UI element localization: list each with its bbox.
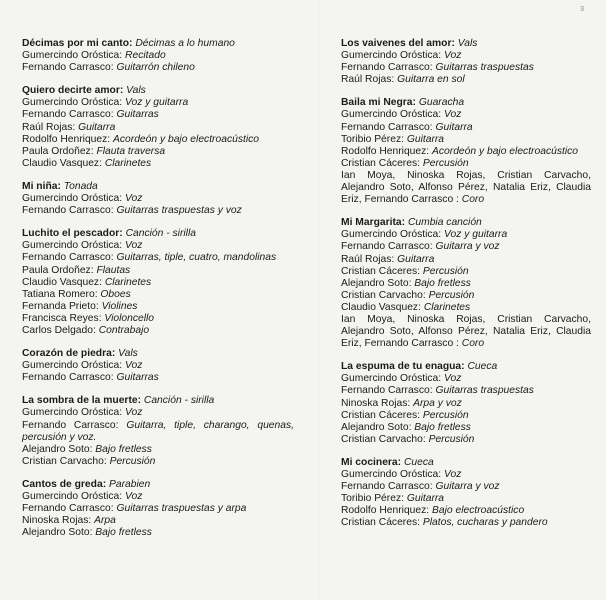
musician-name: Gumercindo Oróstica: [341, 373, 439, 385]
chorus-line: Ian Moya, Ninoska Rojas, Cristian Carvacho, Alejandro Soto, Alfonso Pérez, Natalia Eriz, Claudia Eriz, Fernando Carrasco : Coro: [341, 313, 591, 350]
song-title: La espuma de tu enagua: [341, 361, 462, 373]
musician-role: Guitarra: [435, 121, 473, 133]
musician-role: Guitarra: [78, 121, 116, 133]
musician-role: Guitarras traspuestas: [435, 385, 534, 397]
song-genre: Vals: [126, 85, 146, 97]
musician-role: Platos, cucharas y pandero: [422, 517, 548, 529]
musician-name: Fernando Carrasco: [22, 503, 111, 515]
credit-line: Gumercindo Oróstica: Voz: [22, 407, 143, 419]
credit-line: Toribio Pérez: Guitarra: [341, 133, 445, 145]
musician-name: Gumercindo Oróstica: [341, 229, 439, 241]
musician-name: Cristian Cáceres: [341, 157, 418, 169]
song-title-line: Mi Margarita: Cumbia canción: [341, 217, 482, 229]
song-genre: Décimas a lo humano: [135, 38, 235, 49]
musician-name: Rodolfo Henriquez: [22, 133, 108, 145]
musician-role: Oboes: [100, 288, 131, 300]
song-credit-block: [341, 38, 591, 86]
musician-name: Gumercindo Oróstica: [22, 50, 120, 62]
credit-line: Fernando Carrasco: Guitarras, tiple, cuatro, mandolinas: [22, 252, 277, 264]
musician-name: Fernando Carrasco: [22, 252, 111, 264]
chorus-names: Ian Moya, Ninoska Rojas, Cristian Carvacho, Alejandro Soto, Alfonso Pérez, Natalia Eriz, Claudia Eriz, Fernando Carrasco: [341, 313, 591, 350]
musician-role: Guitarras, tiple, cuatro, mandolinas: [116, 252, 277, 264]
musician-name: Fernando Carrasco: [22, 109, 111, 121]
credit-line: Claudio Vasquez: Clarinetes: [341, 301, 471, 313]
song-title: Los vaivenes del amor: [341, 38, 452, 49]
musician-name: Claudio Vasquez: [22, 276, 100, 288]
musician-name: Fernando Carrasco: [341, 121, 430, 133]
credit-line: Ninoska Rojas: Arpa: [22, 515, 116, 527]
musician-name: Raúl Rojas: [341, 253, 392, 265]
musician-role: Flautas: [96, 264, 131, 276]
credit-line: Fernando Carrasco: Guitarra, tiple, charango, quenas, percusión y voz.: [22, 419, 294, 443]
credit-line: Gumercindo Oróstica: Voz: [341, 109, 462, 121]
musician-role: Guitarra, tiple, charango, quenas, percusión y voz.: [22, 419, 294, 443]
musician-name: Tatiana Romero: [22, 288, 95, 300]
song-credit-block: [22, 348, 294, 384]
credit-line: Fernando Carrasco: Guitarras traspuestas: [341, 385, 534, 397]
musician-role: Arpa y voz: [413, 397, 462, 409]
musician-role: Bajo fretless: [95, 527, 152, 539]
musician-name: Fernando Carrasco: [341, 385, 430, 397]
musician-role: Voz y guitarra: [444, 229, 508, 241]
musician-name: Rodolfo Henriquez: [341, 145, 427, 157]
song-genre: Parabien: [108, 478, 151, 490]
page-mark: 3: [580, 6, 584, 13]
song-title-line: La espuma de tu enagua: Cueca: [341, 361, 498, 373]
song-title: Baila mi Negra: [341, 97, 413, 109]
musician-role: Voz: [444, 109, 462, 121]
musician-role: Guitarras: [116, 372, 159, 384]
musician-role: Arpa: [94, 515, 116, 527]
musician-role: Voz: [125, 407, 143, 419]
song-genre: Vals: [118, 348, 138, 360]
credit-line: Alejandro Soto: Bajo fretless: [22, 443, 152, 455]
chorus-role: Coro: [461, 194, 485, 206]
song-title: Décimas por mi canto: [22, 38, 130, 49]
musician-name: Gumercindo Oróstica: [22, 240, 120, 252]
credit-line: Cristian Carvacho: Percusión: [341, 433, 475, 445]
musician-role: Guitarras traspuestas: [435, 62, 534, 74]
song-title-line: Décimas por mi canto: Décimas a lo humano: [22, 38, 235, 49]
musician-name: Gumercindo Oróstica: [22, 97, 120, 109]
musician-role: Violoncello: [104, 312, 155, 324]
musician-role: Voz: [444, 50, 462, 62]
musician-name: Gumercindo Oróstica: [22, 491, 120, 502]
song-title: Mi Margarita: [341, 217, 402, 229]
song-title-line: Baila mi Negra: Guaracha: [341, 97, 465, 109]
credits-column-right: [341, 38, 591, 540]
musician-name: Ninoska Rojas: [22, 515, 89, 527]
song-genre: Canción - sirilla: [125, 228, 196, 240]
credit-line: Fernando Carrasco: Guitarra y voz: [341, 481, 500, 493]
musician-name: Gumercindo Oróstica: [341, 469, 439, 480]
musician-role: Guitarras traspuestas y voz: [116, 205, 242, 217]
song-title: Luchito el pescador: [22, 228, 120, 240]
musician-name: Raúl Rojas: [341, 74, 392, 86]
musician-name: Fernanda Prieto: [22, 300, 96, 312]
credit-line: Cristian Cáceres: Platos, cucharas y pandero: [341, 517, 548, 529]
song-title: La sombra de la muerte: [22, 395, 138, 407]
musician-role: Guitarra y voz: [435, 481, 500, 493]
song-title-line: Corazón de piedra: Vals: [22, 348, 138, 360]
musician-name: Rodolfo Henriquez: [341, 505, 427, 517]
credit-line: Fernando Carrasco: Guitarra y voz: [341, 241, 500, 253]
credit-line: Ninoska Rojas: Arpa y voz: [341, 397, 462, 409]
credit-line: Rodolfo Henriquez: Acordeón y bajo electroacústico: [22, 133, 259, 145]
musician-role: Percusión: [428, 289, 475, 301]
musician-role: Clarinetes: [423, 301, 471, 313]
musician-role: Guitarra: [397, 253, 435, 265]
credit-line: Tatiana Romero: Oboes: [22, 288, 131, 300]
credit-line: Cristian Cáceres: Percusión: [341, 265, 469, 277]
musician-name: Gumercindo Oróstica: [341, 50, 439, 62]
song-title-line: La sombra de la muerte: Canción - sirilla: [22, 395, 215, 407]
credit-line: Raúl Rojas: Guitarra: [341, 253, 435, 265]
musician-role: Guitarra en sol: [397, 74, 465, 86]
credit-line: Carlos Delgado: Contrabajo: [22, 324, 150, 336]
musician-role: Bajo fretless: [414, 421, 471, 433]
song-genre: Vals: [457, 38, 478, 49]
song-genre: Guaracha: [418, 97, 465, 109]
song-credit-block: [22, 85, 294, 170]
credit-line: Alejandro Soto: Bajo fretless: [341, 277, 471, 289]
credit-line: Fernando Carrasco: Guitarrón chileno: [22, 62, 195, 74]
musician-role: Acordeón y bajo electroacústico: [113, 133, 259, 145]
musician-role: Voz: [444, 469, 462, 480]
credit-line: Rodolfo Henriquez: Bajo electroacústico: [341, 505, 525, 517]
musician-role: Guitarra: [406, 133, 445, 145]
musician-name: Fernando Carrasco: [22, 205, 111, 217]
musician-name: Alejandro Soto: [22, 527, 90, 539]
song-credit-block: [22, 38, 294, 74]
song-title: Corazón de piedra: [22, 348, 112, 360]
musician-name: Gumercindo Oróstica: [22, 193, 120, 205]
credit-line: Gumercindo Oróstica: Voz: [22, 360, 143, 372]
musician-role: Clarinetes: [104, 276, 152, 288]
musician-name: Fernando Carrasco: [341, 62, 430, 74]
song-credit-block: [341, 97, 591, 206]
song-genre: Cueca: [403, 456, 434, 468]
chorus-names: Ian Moya, Ninoska Rojas, Cristian Carvacho, Alejandro Soto, Alfonso Pérez, Natalia Eriz, Claudia Eriz, Fernando Carrasco: [341, 169, 591, 206]
musician-role: Contrabajo: [98, 324, 150, 336]
credit-line: Raúl Rojas: Guitarra: [22, 121, 116, 133]
musician-role: Percusión: [422, 157, 469, 169]
credit-line: Gumercindo Oróstica: Voz: [341, 50, 462, 62]
credit-line: Gumercindo Oróstica: Voz y guitarra: [22, 97, 189, 109]
song-title-line: Luchito el pescador: Canción - sirilla: [22, 228, 196, 240]
chorus-role: Coro: [461, 338, 485, 350]
song-genre: Tonada: [63, 180, 98, 192]
credit-line: Cristian Carvacho: Percusión: [341, 289, 475, 301]
credit-line: Cristian Carvacho: Percusión: [22, 455, 156, 467]
musician-name: Alejandro Soto: [341, 277, 409, 289]
song-title-line: Cantos de greda: Parabien: [22, 478, 151, 490]
credit-line: Cristian Cáceres: Percusión: [341, 157, 469, 169]
musician-role: Guitarras: [116, 109, 159, 121]
musician-role: Percusión: [422, 265, 469, 277]
musician-role: Flauta traversa: [96, 145, 166, 157]
musician-name: Paula Ordoñez: [22, 264, 91, 276]
song-title: Mi niña: [22, 180, 58, 192]
musician-name: Gumercindo Oróstica: [22, 407, 120, 419]
musician-name: Fernando Carrasco: [22, 62, 111, 74]
musician-name: Cristian Carvacho: [341, 289, 423, 301]
credit-line: Raúl Rojas: Guitarra en sol: [341, 74, 465, 86]
song-title: Quiero decirte amor: [22, 85, 120, 97]
credit-line: Fernando Carrasco: Guitarras traspuestas: [341, 62, 534, 74]
credit-line: Gumercindo Oróstica: Voz: [22, 193, 143, 205]
musician-name: Cristian Cáceres: [341, 517, 418, 529]
musician-role: Acordeón y bajo electroacústico: [432, 145, 578, 157]
song-title-line: Los vaivenes del amor: Vals: [341, 38, 478, 49]
song-credit-block: [341, 217, 591, 350]
musician-name: Gumercindo Oróstica: [341, 109, 439, 121]
musician-role: Guitarra: [406, 493, 445, 505]
song-credit-block: [341, 457, 591, 530]
credit-line: Gumercindo Oróstica: Voz: [341, 469, 462, 480]
musician-role: Bajo electroacústico: [432, 505, 525, 517]
credit-line: Rodolfo Henriquez: Acordeón y bajo electroacústico: [341, 145, 578, 157]
musician-name: Fernando Carrasco: [341, 241, 430, 253]
credit-line: Fernando Carrasco: Guitarras traspuestas y voz: [22, 205, 242, 217]
musician-role: Voz: [125, 491, 143, 502]
musician-name: Ninoska Rojas: [341, 397, 408, 409]
musician-role: Voz: [125, 240, 143, 252]
musician-role: Guitarrón chileno: [116, 62, 195, 74]
musician-name: Fernando Carrasco: [341, 481, 430, 493]
musician-role: Recitado: [125, 50, 166, 62]
credit-line: Paula Ordoñez: Flauta traversa: [22, 145, 166, 157]
musician-role: Clarinetes: [104, 157, 152, 169]
musician-role: Voz: [125, 193, 143, 205]
musician-role: Bajo fretless: [95, 443, 152, 455]
musician-name: Cristian Carvacho: [22, 455, 104, 467]
credit-line: Fernando Carrasco: Guitarra: [341, 121, 473, 133]
musician-name: Francisca Reyes: [22, 312, 99, 324]
musician-role: Percusión: [109, 455, 156, 467]
song-credit-block: [341, 361, 591, 446]
credit-line: Claudio Vasquez: Clarinetes: [22, 276, 152, 288]
musician-name: Cristian Cáceres: [341, 409, 418, 421]
credit-line: Gumercindo Oróstica: Recitado: [22, 50, 166, 62]
credit-line: Gumercindo Oróstica: Voz: [22, 491, 143, 502]
credit-line: Fernando Carrasco: Guitarras: [22, 109, 159, 121]
musician-role: Voz: [444, 373, 462, 385]
credit-line: Francisca Reyes: Violoncello: [22, 312, 155, 324]
credit-line: Gumercindo Oróstica: Voz: [341, 373, 462, 385]
credit-line: Fernando Carrasco: Guitarras traspuestas y arpa: [22, 503, 247, 515]
credit-line: Claudio Vasquez: Clarinetes: [22, 157, 152, 169]
musician-role: Percusión: [422, 409, 469, 421]
credit-line: Paula Ordoñez: Flautas: [22, 264, 131, 276]
musician-name: Carlos Delgado: [22, 324, 93, 336]
credits-column-left: [22, 38, 294, 550]
song-title-line: Quiero decirte amor: Vals: [22, 85, 146, 97]
musician-name: Claudio Vasquez: [22, 157, 100, 169]
musician-role: Guitarra y voz: [435, 241, 500, 253]
song-credit-block: [22, 395, 294, 468]
musician-name: Raúl Rojas: [22, 121, 73, 133]
musician-role: Guitarras traspuestas y arpa: [116, 503, 247, 515]
credit-line: Fernanda Prieto: Violines: [22, 300, 138, 312]
page-gutter: [318, 0, 319, 600]
chorus-line: Ian Moya, Ninoska Rojas, Cristian Carvacho, Alejandro Soto, Alfonso Pérez, Natalia Eriz, Claudia Eriz, Fernando Carrasco : Coro: [341, 169, 591, 206]
musician-name: Alejandro Soto: [22, 443, 90, 455]
song-credit-block: [22, 479, 294, 539]
musician-name: Toribio Pérez: [341, 133, 402, 145]
song-genre: Cueca: [467, 361, 498, 373]
musician-role: Voz: [125, 360, 143, 372]
musician-role: Bajo fretless: [414, 277, 471, 289]
credit-line: Cristian Cáceres: Percusión: [341, 409, 469, 421]
musician-name: Paula Ordoñez: [22, 145, 91, 157]
musician-name: Fernando Carrasco: [22, 419, 116, 431]
musician-name: Cristian Carvacho: [341, 433, 423, 445]
song-credit-block: [22, 228, 294, 337]
credit-line: Gumercindo Oróstica: Voz: [22, 240, 143, 252]
credit-line: Alejandro Soto: Bajo fretless: [341, 421, 471, 433]
musician-name: Cristian Cáceres: [341, 265, 418, 277]
musician-name: Fernando Carrasco: [22, 372, 111, 384]
credit-line: Toribio Pérez: Guitarra: [341, 493, 445, 505]
song-genre: Canción - sirilla: [143, 395, 215, 407]
song-title: Cantos de greda: [22, 478, 103, 490]
song-credit-block: [22, 181, 294, 217]
musician-role: Voz y guitarra: [125, 97, 189, 109]
musician-name: Toribio Pérez: [341, 493, 402, 505]
song-genre: Cumbia canción: [407, 217, 482, 229]
musician-name: Gumercindo Oróstica: [22, 360, 120, 372]
musician-name: Alejandro Soto: [341, 421, 409, 433]
song-title-line: Mi niña: Tonada: [22, 180, 98, 192]
musician-role: Percusión: [428, 433, 475, 445]
credit-line: Alejandro Soto: Bajo fretless: [22, 527, 152, 539]
musician-name: Claudio Vasquez: [341, 301, 419, 313]
song-title-line: Mi cocinera: Cueca: [341, 456, 434, 468]
credit-line: Fernando Carrasco: Guitarras: [22, 372, 159, 384]
credit-line: Gumercindo Oróstica: Voz y guitarra: [341, 229, 508, 241]
song-title: Mi cocinera: [341, 456, 398, 468]
musician-role: Violines: [101, 300, 138, 312]
